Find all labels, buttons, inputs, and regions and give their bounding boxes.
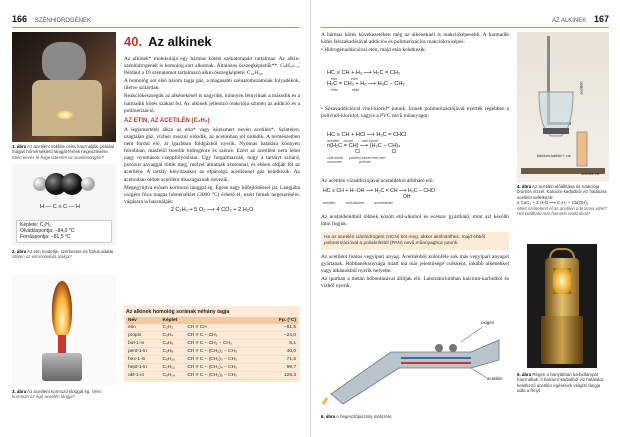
welder-photo (12, 32, 116, 142)
table-cell: −81,5 (266, 324, 298, 332)
ethyne-model-figure (12, 164, 116, 246)
page-number: 167 (593, 14, 609, 24)
carbide-lamp-photo (527, 244, 597, 368)
running-head: SZÉNHIDROGÉNEK (34, 18, 92, 24)
table-cell: etin (126, 324, 161, 332)
table-row (126, 332, 298, 340)
lamp-handle (549, 248, 575, 258)
figure-3-caption: 3. ábra Az acetilént kormozó lánggal ég. Miért kormozó az égő acetilén lángja? (12, 389, 102, 400)
table-cell: 40,0 (266, 348, 298, 356)
figure-6-caption: 6. ábra A hegesztőpisztoly metszete (321, 414, 392, 419)
welder-helmet (42, 42, 86, 82)
table-cell: hex-1-in (126, 356, 161, 364)
sooty-flame-figure (12, 275, 116, 385)
acetylene-apparatus-photo (517, 32, 609, 182)
table-cell: C₇H₁₂ (161, 364, 186, 372)
table-cell: CH ≡ C − (CH₂)₃ − CH₃ (185, 356, 266, 364)
page-number: 166 (12, 14, 28, 24)
figure-5-caption: 5. ábra Régen a bányákban karbidlámpát használtak. A kalcium-karbidból víz hatására keletkező acetilén égésének világító lángja adta a fényt (517, 372, 604, 394)
hcl-addition-equations: HC ≡ CH + HCl ⟶ H₂C = CHCl acetilén sósav vinil-klorid n(H₂C = CH) ⟶ (H₂C − CH)ₙ Cl Cl vinil-klorid polivinil-klorid rész lete monomer polimer (327, 132, 407, 164)
table-cell: C₃H₄ (161, 332, 186, 340)
table-cell: 8,1 (266, 340, 298, 348)
table-cell: propin (126, 332, 161, 340)
right-body-5: Az acetilént fontos vegyipari anyag. Acetilénből különféle sok más vegyipari anyagot gyártanak. Robbanékonysága miatt ma már jelentősége csökkent, inkább alkénekkel vagy alkánokból nyerik helyette. Az iparban a metán hőbontásával állítják elő. Laboratóriumban kalcium-karbidból és vízből nyerik. (321, 254, 509, 290)
ethyne-ball-model (12, 164, 116, 204)
table-cell: CH ≡ C − (CH₂)₂ − CH₃ (185, 348, 266, 356)
table-cell: CH ≡ C − (CH₂)₄ − CH₃ (185, 364, 266, 372)
table-cell: 99,7 (266, 364, 298, 372)
right-page-header (321, 14, 609, 28)
table-cell: C₄H₆ (161, 340, 186, 348)
table-cell: C₈H₁₄ (161, 372, 186, 380)
burner-tip (58, 335, 66, 353)
table-row (126, 324, 298, 332)
right-body-3: Az acetilén vízaddíciójával acetaldehid állítható elő: (321, 178, 435, 184)
table-row (126, 356, 298, 364)
oxygen-label: oxigén (481, 320, 495, 325)
table-cell: CH ≡ C − CH₂ − CH₃ (185, 340, 266, 348)
section-heading-etin: AZ ETIN, AZ ACETILÉN (C₂H₂) (124, 117, 210, 124)
table-title: Az alkinek homológ sorának néhány tagja (126, 309, 230, 315)
table-cell: 126,3 (266, 372, 298, 380)
combustion-equation: 2 C₂H₂ + 5 O₂ ⟶ 4 CO₂ + 2 H₂O (170, 206, 254, 213)
ethyne-data-box: Képlete: C₂H₂ Olvadáspontja: −84,0 °C Forráspontja: −81,5 °C (16, 220, 112, 243)
figure-1-caption: 1. ábra Az acetilént sokféle célra használják, például magas hőmérsékletű lángját fémek hegesztésére. Miért kevés fé hegesztésére az acetilénöngén? (12, 144, 115, 160)
torch-cross-section (321, 312, 509, 410)
right-body-2: • Sósavaddícióval vinil-klorid* jutunk. Ennek polimerizációjával nyerték régebben a polivinil-kloridot, vagyis a PVC nevű műanyagot: (321, 106, 509, 120)
table-row (126, 348, 298, 356)
carbide-water-label: kalcium-karbid + víz (537, 154, 571, 158)
hcn-note-box: Ha az acetilén ciánhidrogént (HCN) köt meg, akkor akrilnitrilhez, majd ebből polimerizációval a poliakrilnitril (PAN) nevű műanyaghoz jutunk. (321, 232, 509, 250)
bromine-water-label: brómos víz (581, 172, 600, 176)
table-row (126, 372, 298, 380)
table-cell: C₅H₈ (161, 348, 186, 356)
table-cell: −24,0 (266, 332, 298, 340)
table-cell: CH ≡ CH (185, 324, 266, 332)
figure-2-caption: 2. ábra Az etin modellje, szerkezete és fizikai adatai. Milyen az etinmolekula alakja? (12, 249, 115, 260)
table-cell: CH ≡ C − (CH₂)₅ − CH₃ (185, 372, 266, 380)
water-addition-equation: HC ≡ CH + H−OH ⟶ H₂C = CH ⟶ H₃C − CHO OH acetilén vinil-alkohol acetaldehid (323, 188, 435, 205)
burner-base (42, 353, 82, 381)
running-head: AZ ALKINEK (551, 18, 587, 24)
welding-torch-figure (321, 312, 509, 410)
chapter-heading: 40. Az alkinek (124, 34, 212, 49)
table-cell: okt-1-in (126, 372, 161, 380)
lamp-base (541, 316, 583, 364)
ethyne-structural-formula: H — C ≡ C — H (40, 204, 80, 210)
right-body-4: Az acetaldehidből többek között etil-alkohol és ecetsav gyártható, mint azt később látni fogjuk. (321, 214, 509, 228)
table-cell: C₆H₁₀ (161, 356, 186, 364)
table-row (126, 340, 298, 348)
homologous-series-table-box (124, 306, 300, 382)
table-cell: hept-1-in (126, 364, 161, 372)
table-row (126, 364, 298, 372)
table-cell: pent-1-in (126, 348, 161, 356)
table-cell: CH ≡ C − CH₃ (185, 332, 266, 340)
acetylene-label: acetilén (487, 376, 503, 381)
apparatus-drawing (517, 32, 609, 182)
homologous-series-table: Név Képlet Fp. (°C) etin C₂H₂ CH ≡ CH −81,5 propin C₃H₄ CH ≡ C − CH₃ −24,0 but-1-in C₄H₆ CH ≡ C − CH₂ − CH₃ 8,1 pent-1-in C₅H₈ CH ≡ C − (CH₂)₂ − CH₃ 40,0 hex-1-in C₆H₁₀ CH ≡ C − (CH₂)₃ − CH₃ 71,5 hept-1-in C₇H₁₂ CH ≡ C − (CH₂)₄ − CH₃ 99,7 okt-1-in C₈H₁₄ CH ≡ C − (CH₂)₅ − CH₃ 126,3 (128, 318, 296, 378)
figure-4-caption: 4. ábra Az acetilén előállítása és reakciója brómos vízzel. Kalcium-karbidból víz hatására acetilén keletkezik: 2 CaC₂ + 2 H₂O ⟶ C₂H₂ + Ca(OH)₂ Miért színtelenít el az acetilén a brómos vizet? Hol található már hasonló reakcióval? (517, 184, 608, 217)
left-page-header (12, 14, 300, 28)
lamp-flame-window (553, 268, 571, 294)
right-body-1: A hármas kötés kövekezetében még az alkéneknél is reakcióképesebb. A harmadik kötés felszakadásával addíciós és polimerizációs reakciókra képes. • Hidrogénaddícióval etén, majd etán keletkezik: (321, 32, 509, 54)
hydrogen-addition-equations: HC ≡ CH + H₂ ⟶ H₂C = CH₂ etin etén H₂C = CH₂ + H₂ ⟶ H₃C − CH₃ etén etán (327, 70, 405, 92)
flame (52, 281, 72, 337)
right-page (310, 0, 620, 437)
welding-flame (56, 110, 74, 120)
welder-jacket (32, 80, 102, 136)
acetylene-label: acetilén (579, 81, 584, 95)
chapter-body: Az alkinek* molekulája egy hármas kötést szénatompárt tartalmaz. Az alkin-szénhidrogének is homológ sort alkotnak. Általános összegképletük**: CₙH₂ₙ₋₂. Például a 10 szénatomot tartalmazó alkin összegképlete: C₁₀H₁₈. A homológ sor első három tagja gáz, a magasabb szénatomszámúak folyadékok, illetve szilárdak. Reakciókészségük az alkénekénél is nagyobb, könnyen felnyílnak a második és a harmadik kötés szakad fel. Az alkinek jellemző reakciója szintén az addíció és a polimerizáció. AZ ETIN, AZ ACETILÉN (C₂H₂) A legismertebb alkin az etin* vagy közismert nevén acetilén*. Színtelen, szagtalan gáz, vízben rosszul oldódik, az acetonban jól oldódik. A természetben nem fordul elő, ár igazbban földgázból nyerik. Nyomás hatására könnyen felrobban, másfelől bomlik hidrogénre és szénre. Ezért az acetilént nem lehet nagy nyomáson cseppfolyósítani. Úgy forgalmazzák, hogy a tartályt szilárd, porózus anyaggal töltik meg, melyet átitatnak acetonnal, és ebben oldják fel az acetilént. A tartály kinyitásakor az elpárolgó acetilénnel gáz keletkezik. Az acetonban oldott acetilént disszugáznak nevezik. Megegyújtva erősen kormozó lánggal ég. Égése nagy hőfejlődéssel jár. Lángjába oxigént fúva magas hőmérséklet (3000 °C) érhető el, ezért fémek hegesztésére, vágására is használják: 2 C₂H₂ + 5 O₂ ⟶ 4 CO₂ + 2 H₂O (124, 56, 300, 213)
table-cell: C₂H₂ (161, 324, 186, 332)
table-cell: but-1-in (126, 340, 161, 348)
table-cell: 71,5 (266, 356, 298, 364)
